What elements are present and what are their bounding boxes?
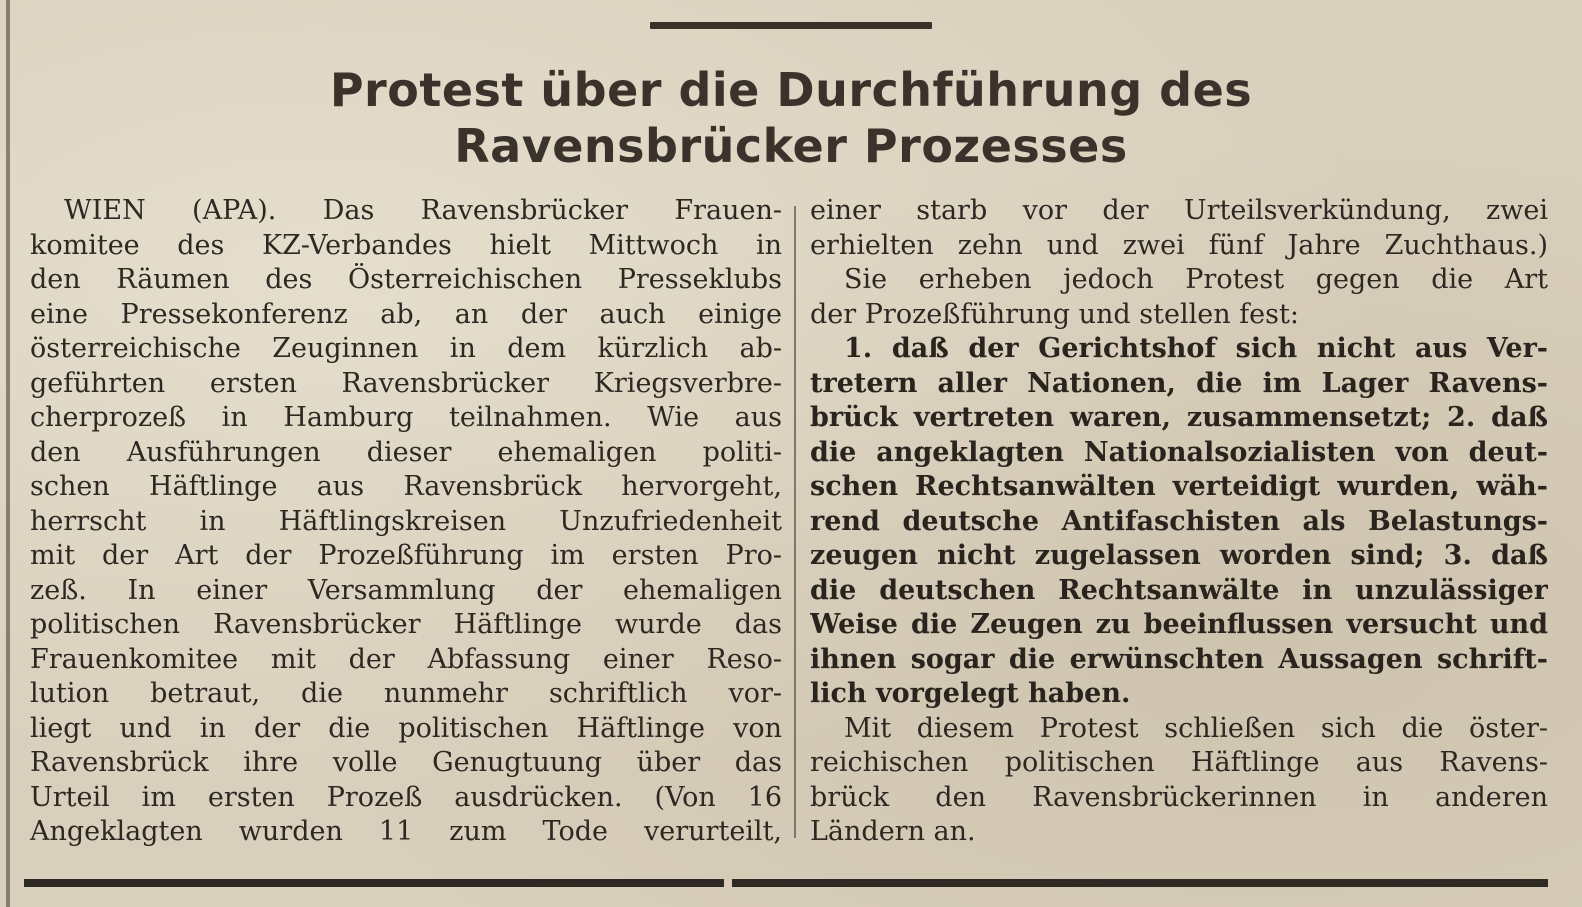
text-line: lich vorgelegt haben.	[810, 678, 1131, 709]
text-line: schen Häftlinge aus Ravensbrück hervorgeht,	[30, 471, 782, 502]
text-line: Mit diesem Protest schließen sich die öster-	[844, 712, 1548, 744]
headline-line-1: Protest über die Durchführung des	[329, 63, 1253, 117]
headline-line-2: Ravensbrücker Prozesses	[454, 119, 1128, 173]
text-line: 1. daß der Gerichtshof sich nicht aus Ver-	[844, 333, 1548, 364]
text-line: eine Pressekonferenz ab, an der auch einige	[30, 298, 782, 330]
bottom-rule-left	[24, 879, 724, 887]
text-line: den Ausführungen dieser ehemaligen politi-	[30, 436, 782, 468]
text-line: die deutschen Rechtsanwälte in unzulässiger	[810, 574, 1548, 606]
text-line: schen Rechtsanwälten verteidigt wurden, wäh-	[810, 471, 1548, 502]
text-line: zeugen nicht zugelassen worden sind; 3. daß	[810, 540, 1548, 571]
text-line: komitee des KZ-Verbandes hielt Mittwoch in	[30, 229, 782, 261]
bottom-rule-right	[732, 879, 1548, 887]
column-divider	[794, 206, 796, 838]
text-line: herrscht in Häftlingskreisen Unzufriedenheit	[30, 505, 782, 537]
text-line: Sie erheben jedoch Protest gegen die Art	[844, 264, 1548, 295]
text-line: brück den Ravensbrückerinnen in anderen	[810, 781, 1548, 813]
text-line: die angeklagten Nationalsozialisten von deut-	[810, 436, 1548, 468]
text-line: Ländern an.	[810, 816, 976, 847]
text-line: lution betraut, die nunmehr schriftlich vor-	[30, 678, 782, 709]
text-line: ihnen sogar die erwünschten Aussagen schrift-	[810, 643, 1548, 675]
text-line: politischen Ravensbrücker Häftlinge wurde das	[30, 609, 782, 640]
headline	[0, 62, 1582, 174]
text-line: geführten ersten Ravensbrücker Kriegsverbre-	[30, 367, 782, 399]
text-line: Urteil im ersten Prozeß ausdrücken. (Von 16	[30, 781, 782, 813]
text-line: erhielten zehn und zwei fünf Jahre Zuchthaus.)	[810, 229, 1548, 261]
text-line: cherprozeß in Hamburg teilnahmen. Wie aus	[30, 402, 782, 433]
text-line: Frauenkomitee mit der Abfassung einer Reso-	[30, 643, 782, 675]
left-column	[30, 194, 782, 850]
text-line: reichischen politischen Häftlinge aus Ravens-	[810, 747, 1548, 778]
text-line: Ravensbrück ihre volle Genugtuung über das	[30, 747, 782, 778]
text-line: mit der Art der Prozeßführung im ersten Pro-	[30, 540, 782, 571]
text-line: Angeklagten wurden 11 zum Tode verurteilt,	[30, 816, 782, 847]
text-line: WIEN (APA). Das Ravensbrücker Frauen-	[64, 195, 782, 226]
text-line: rend deutsche Antifaschisten als Belastungs-	[810, 505, 1548, 537]
text-line: den Räumen des Österreichischen Presseklubs	[30, 264, 782, 295]
text-line: Weise die Zeugen zu beeinflussen versucht und	[810, 609, 1548, 640]
text-line: zeß. In einer Versammlung der ehemaligen	[30, 574, 782, 606]
text-line: österreichische Zeuginnen in dem kürzlich ab-	[30, 333, 782, 364]
text-line: einer starb vor der Urteilsverkündung, zwei	[810, 195, 1548, 226]
text-line: der Prozeßführung und stellen fest:	[810, 298, 1299, 330]
text-line: liegt und in der die politischen Häftlinge von	[30, 712, 782, 744]
text-line: brück vertreten waren, zusammensetzt; 2. daß	[810, 402, 1548, 433]
text-line: tretern aller Nationen, die im Lager Ravens-	[810, 367, 1548, 399]
top-separator-rule	[650, 22, 932, 29]
right-column	[810, 194, 1548, 850]
